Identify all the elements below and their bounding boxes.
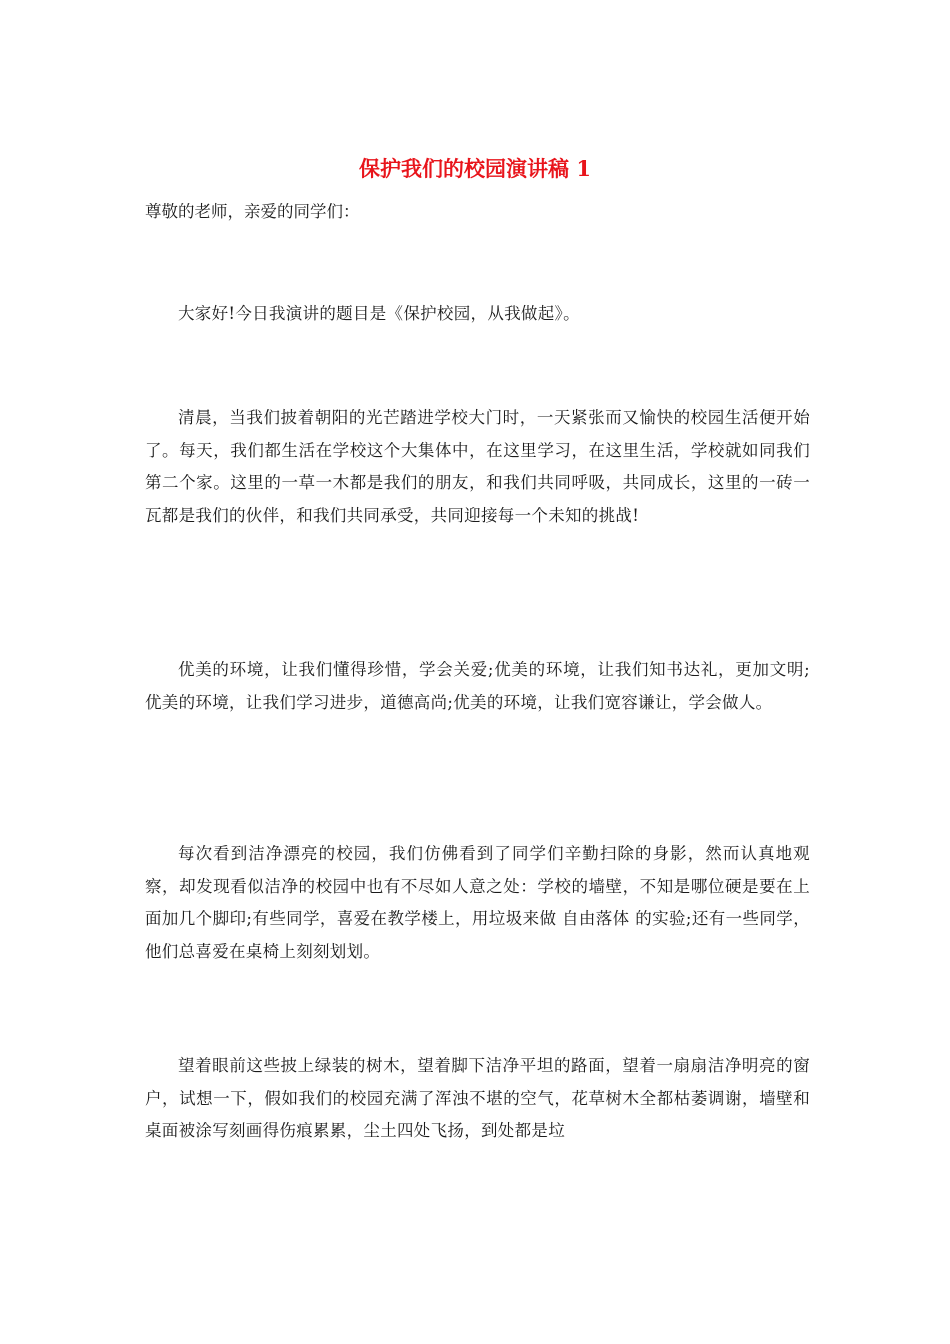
paragraph-5: 望着眼前这些披上绿装的树木，望着脚下洁净平坦的路面，望着一扇扇洁净明亮的窗户，试想一下，假如我们的校园充满了浑浊不堪的空气，花草树木全都枯萎调谢，墙壁和桌面被涂写刻画得伤痕累累，尘土四处飞扬，到处都是垃 xyxy=(145,1056,810,1140)
document-title: 保护我们的校园演讲稿 1 xyxy=(359,156,591,181)
paragraph-4: 每次看到洁净漂亮的校园，我们仿佛看到了同学们辛勤扫除的身影，然而认真地观察，却发现看似洁净的校园中也有不尽如人意之处：学校的墙壁，不知是哪位硬是要在上面加几个脚印;有些同学，喜爱在教学楼上，用垃圾来做 自由落体 的实验;还有一些同学，他们总喜爱在桌椅上刻刻划划。 xyxy=(145,844,810,961)
paragraph-3: 优美的环境，让我们懂得珍惜，学会关爱;优美的环境，让我们知书达礼，更加文明;优美的环境，让我们学习进步，道德高尚;优美的环境，让我们宽容谦让，学会做人。 xyxy=(145,660,810,712)
paragraph-2: 清晨，当我们披着朝阳的光芒踏进学校大门时，一天紧张而又愉快的校园生活便开始了。每天，我们都生活在学校这个大集体中，在这里学习，在这里生活，学校就如同我们第二个家。这里的一草一木都是我们的朋友，和我们共同呼吸，共同成长，这里的一砖一瓦都是我们的伙伴，和我们共同承受，共同迎接每一个未知的挑战! xyxy=(145,408,810,525)
paragraph-1: 大家好!今日我演讲的题目是《保护校园，从我做起》。 xyxy=(178,304,580,323)
salutation: 尊敬的老师，亲爱的同学们： xyxy=(145,202,360,221)
